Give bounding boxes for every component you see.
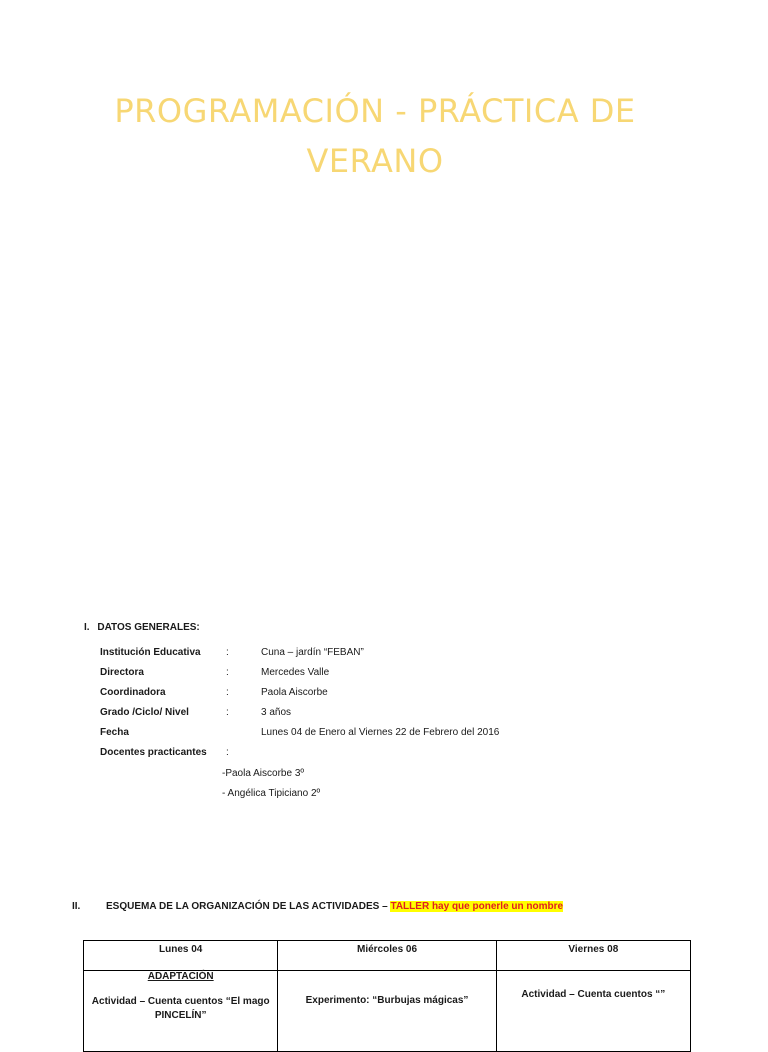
document-title	[60, 86, 690, 186]
monday-activity	[84, 995, 277, 1023]
wednesday-activity: Experimento: “Burbujas mágicas”	[305, 995, 469, 1006]
info-value: Mercedes Valle	[261, 667, 330, 678]
section-1-number: I.	[84, 622, 90, 633]
info-value: Paola Aiscorbe	[261, 687, 328, 698]
cell-wednesday	[278, 971, 496, 1052]
monday-activity-line-1: Actividad – Cuenta cuentos “El mago	[91, 996, 270, 1007]
info-separator: :	[226, 747, 229, 758]
info-value: Lunes 04 de Enero al Viernes 22 de Febrero del 2016	[261, 727, 500, 738]
info-separator: :	[226, 667, 229, 678]
info-separator: :	[226, 687, 229, 698]
info-value: 3 años	[261, 707, 292, 718]
section-2-title: ESQUEMA DE LA ORGANIZACIÓN DE LAS ACTIVIDADES –	[106, 901, 391, 912]
teacher-1: -Paola Aiscorbe 3º	[222, 768, 305, 779]
teacher-2: - Angélica Tipiciano 2º	[222, 788, 321, 799]
section-1-title: DATOS GENERALES:	[97, 622, 200, 633]
header-friday: Viernes 08	[496, 941, 690, 971]
info-label: Fecha	[100, 727, 129, 738]
cell-friday	[496, 971, 690, 1052]
monday-activity-line-2: PINCELÍN”	[154, 1010, 207, 1021]
info-label: Grado /Ciclo/ Nivel	[100, 707, 189, 718]
cell-monday	[84, 971, 278, 1052]
section-2-number: II.	[72, 901, 81, 912]
highlighted-note: TALLER hay que ponerle un nombre	[390, 901, 564, 912]
info-label: Coordinadora	[100, 687, 166, 698]
info-label: Directora	[100, 667, 144, 678]
info-value: Cuna – jardín “FEBAN”	[261, 647, 364, 658]
info-separator: :	[226, 707, 229, 718]
info-label: Docentes practicantes	[100, 747, 207, 758]
section-1-heading	[84, 622, 200, 633]
info-separator: :	[226, 647, 229, 658]
section-2-heading	[72, 901, 563, 912]
title-line-1: PROGRAMACIÓN - PRÁCTICA DE	[114, 92, 636, 130]
adaptation-heading: ADAPTACIÓN	[147, 971, 214, 982]
table-row	[84, 971, 691, 1052]
friday-activity: Actividad – Cuenta cuentos “”	[521, 989, 666, 1000]
activities-schedule-table	[83, 940, 691, 1052]
header-wednesday: Miércoles 06	[278, 941, 496, 971]
title-line-2: VERANO	[306, 142, 444, 180]
header-monday: Lunes 04	[84, 941, 278, 971]
table-header-row	[84, 941, 691, 971]
info-label: Institución Educativa	[100, 647, 201, 658]
